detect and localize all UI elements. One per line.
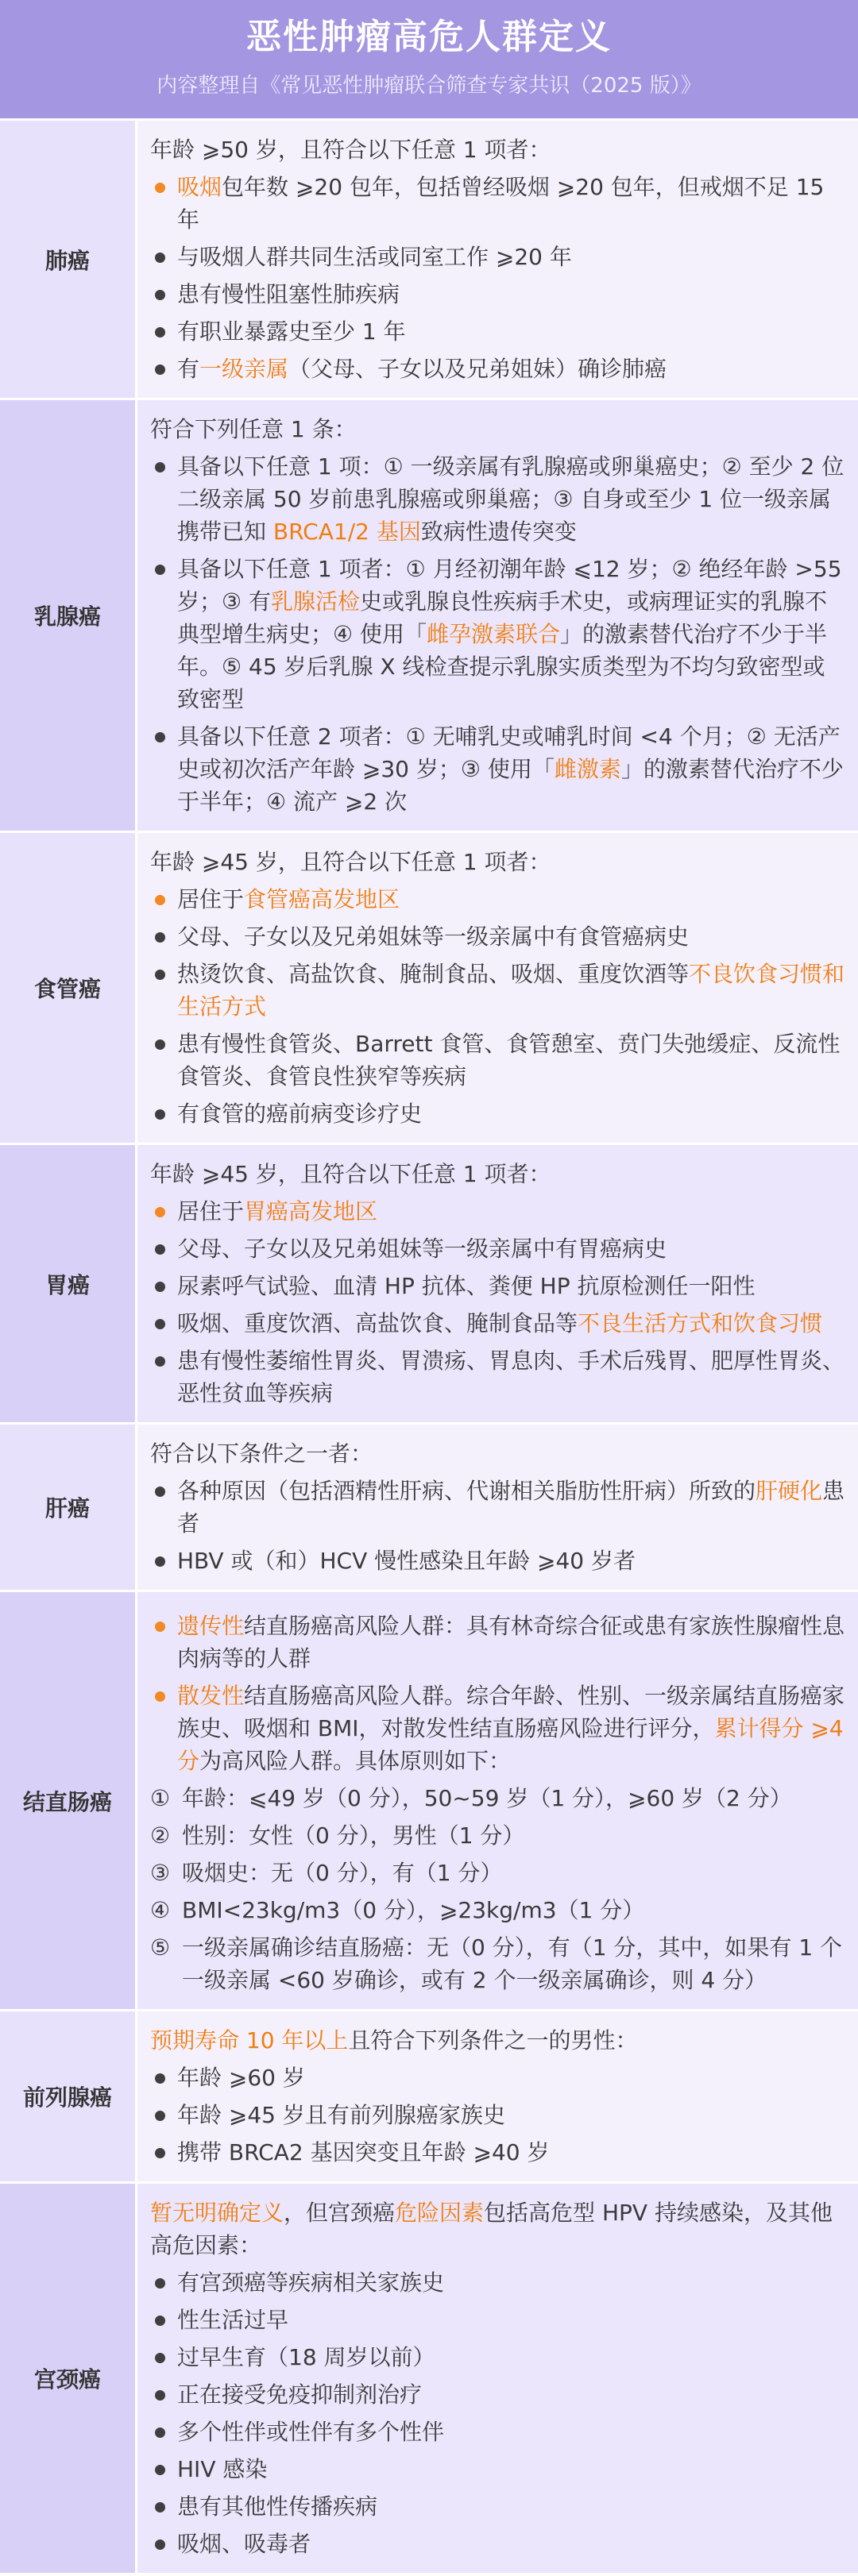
row-stomach xyxy=(0,1144,858,1424)
cervix-item-7: 患有其他性传播疾病 xyxy=(150,2490,847,2523)
colorectal-rule-5-number: ⑤ xyxy=(150,1934,171,1961)
stomach-item-1-highlight: 胃癌高发地区 xyxy=(244,1198,378,1224)
cervix-intro-text-c: 包括高危型 HPV 持续感染，及其他高危因素： xyxy=(150,2200,833,2258)
breast-item-2-text-b: 史或乳腺良性疾病手术史，或病理证实的乳腺不典型增生病史；④ 使用「 xyxy=(177,588,828,647)
lung-item-4: 有职业暴露史至少 1 年 xyxy=(150,315,847,348)
cervix-item-2: 性生活过早 xyxy=(150,2304,847,2336)
row-label-stomach: 胃癌 xyxy=(0,1144,137,1424)
lung-item-5-text-b: （父母、子女以及兄弟姐妹）确诊肺癌 xyxy=(288,356,667,382)
cervix-item-1: 有宫颈癌等疾病相关家族史 xyxy=(150,2266,847,2299)
liver-item-1-highlight: 肝硬化 xyxy=(756,1478,823,1504)
breast-item-3-text-a: 具备以下任意 2 项者：① 无哺乳史或哺乳时间 <4 个月；② 无活产史或初次活产年龄 ⩾30 岁；③ 使用「 xyxy=(177,723,841,782)
esophagus-item-3-highlight: 不良饮食习惯和生活方式 xyxy=(177,961,845,1020)
cervix-item-4: 正在接受免疫抑制剂治疗 xyxy=(150,2378,847,2411)
esophagus-intro: 年龄 ⩾45 岁，且符合以下任意 1 项者： xyxy=(150,849,551,875)
lung-item-3: 患有慢性阻塞性肺疾病 xyxy=(150,278,847,310)
row-content-stomach xyxy=(137,1144,858,1424)
liver-item-1-text-b: 患者 xyxy=(177,1478,845,1537)
lung-item-5 xyxy=(150,353,847,385)
stomach-item-4-text: 吸烟、重度饮酒、高盐饮食、腌制食品等 xyxy=(177,1310,578,1336)
row-content-liver xyxy=(137,1424,858,1591)
colorectal-rule-3 xyxy=(150,1857,847,1889)
high-risk-table xyxy=(0,121,858,2575)
row-content-lung xyxy=(137,121,858,399)
breast-item-1 xyxy=(150,450,847,548)
liver-item-1 xyxy=(150,1475,847,1540)
breast-item-1-highlight: BRCA1/2 基因 xyxy=(272,519,421,545)
stomach-item-5: 患有慢性萎缩性胃炎、胃溃疡、胃息肉、手术后残胃、肥厚性胃炎、恶性贫血等疾病 xyxy=(150,1344,847,1409)
cervix-intro xyxy=(150,2196,847,2262)
esophagus-item-3-text: 热烫饮食、高盐饮食、腌制食品、吸烟、重度饮酒等 xyxy=(177,961,690,987)
esophagus-item-1-text: 居住于 xyxy=(177,886,245,912)
colorectal-rule-3-text: 吸烟史：无（0 分），有（1 分） xyxy=(182,1860,503,1886)
cervix-intro-text-b: ，但宫颈癌 xyxy=(284,2200,396,2226)
cervix-item-6: HIV 感染 xyxy=(150,2453,847,2485)
lung-item-5-text-a: 有 xyxy=(177,356,200,382)
row-label-colorectal: 结直肠癌 xyxy=(0,1591,137,2011)
row-label-liver: 肝癌 xyxy=(0,1424,137,1591)
colorectal-rule-3-number: ③ xyxy=(150,1860,171,1886)
lung-item-1 xyxy=(150,171,847,236)
breast-item-2-highlight-2: 雌孕激素联合 xyxy=(427,621,561,647)
cervix-intro-highlight-1: 暂无明确定义 xyxy=(150,2200,284,2226)
prostate-item-2: 年龄 ⩾45 岁且有前列腺癌家族史 xyxy=(150,2099,847,2131)
stomach-item-2: 父母、子女以及兄弟姐妹等一级亲属中有胃癌病史 xyxy=(150,1232,847,1265)
colorectal-item-2-text-c: 为高风险人群。具体原则如下： xyxy=(199,1748,512,1774)
prostate-item-1: 年龄 ⩾60 岁 xyxy=(150,2061,847,2094)
lung-item-2: 与吸烟人群共同生活或同室工作 ⩾20 年 xyxy=(150,241,847,273)
colorectal-item-2-highlight-1: 散发性 xyxy=(177,1683,245,1709)
prostate-item-3: 携带 BRCA2 基因突变且年龄 ⩾40 岁 xyxy=(150,2136,847,2169)
colorectal-rule-2-text: 性别：女性（0 分），男性（1 分） xyxy=(182,1822,525,1849)
breast-intro: 符合下列任意 1 条： xyxy=(150,416,357,442)
row-label-prostate: 前列腺癌 xyxy=(0,2011,137,2183)
colorectal-item-1 xyxy=(150,1610,847,1675)
colorectal-rule-2 xyxy=(150,1819,847,1852)
colorectal-rule-5-text: 一级亲属确诊结直肠癌：无（0 分），有（1 分，其中，如果有 1 个一级亲属 <60 岁确诊，或有 2 个一级亲属确诊，则 4 分） xyxy=(182,1934,843,1993)
breast-item-2 xyxy=(150,553,847,715)
lung-item-1-text: 包年数 ⩾20 包年，包括曾经吸烟 ⩾20 包年，但戒烟不足 15 年 xyxy=(177,174,825,233)
breast-item-3-text-b: 」的激素替代治疗不少于半年；④ 流产 ⩾2 次 xyxy=(177,756,844,815)
colorectal-item-2-highlight-2: 累计得分 ⩾4 分 xyxy=(177,1715,844,1774)
stomach-item-3: 尿素呼气试验、血清 HP 抗体、粪便 HP 抗原检测任一阳性 xyxy=(150,1270,847,1302)
row-breast xyxy=(0,399,858,832)
page-subtitle: 内容整理自《常见恶性肿瘤联合筛查专家共识（2025 版）》 xyxy=(157,74,701,98)
page-title: 恶性肿瘤高危人群定义 xyxy=(246,17,612,57)
lung-item-1-highlight: 吸烟 xyxy=(177,174,222,200)
esophagus-item-2: 父母、子女以及兄弟姐妹等一级亲属中有食管癌病史 xyxy=(150,920,847,953)
colorectal-item-2-text-b: 结直肠癌高风险人群。综合年龄、性别、一级亲属结直肠癌家族史、吸烟和 BMI，对散发性结直肠癌风险进行评分， xyxy=(177,1683,845,1741)
row-label-esophagus: 食管癌 xyxy=(0,832,137,1144)
row-content-breast xyxy=(137,399,858,832)
liver-item-2: HBV 或（和）HCV 慢性感染且年龄 ⩾40 岁者 xyxy=(150,1544,847,1577)
row-colorectal xyxy=(0,1591,858,2011)
row-liver xyxy=(0,1424,858,1591)
cervix-intro-highlight-2: 危险因素 xyxy=(395,2200,485,2226)
row-content-prostate xyxy=(137,2011,858,2183)
row-label-breast: 乳腺癌 xyxy=(0,399,137,832)
colorectal-rule-1-text: 年龄：⩽49 岁（0 分），50~59 岁（1 分），⩾60 岁（2 分） xyxy=(182,1785,792,1811)
prostate-intro xyxy=(150,2024,847,2057)
row-prostate xyxy=(0,2011,858,2183)
prostate-intro-highlight: 预期寿命 10 年以上 xyxy=(150,2027,349,2053)
row-content-colorectal xyxy=(137,1591,858,2011)
row-lung xyxy=(0,121,858,399)
stomach-item-4-highlight: 不良生活方式和饮食习惯 xyxy=(578,1310,823,1336)
esophagus-item-3 xyxy=(150,958,847,1023)
esophagus-item-1 xyxy=(150,883,847,916)
row-label-cervix: 宫颈癌 xyxy=(0,2183,137,2574)
colorectal-rule-5 xyxy=(150,1931,847,1996)
stomach-item-4 xyxy=(150,1307,847,1340)
row-content-cervix xyxy=(137,2183,858,2574)
breast-item-2-highlight-1: 乳腺活检 xyxy=(271,588,361,615)
breast-item-2-text-a: 具备以下任意 1 项者：① 月经初潮年龄 ⩽12 岁；② 绝经年龄 >55 岁；③ 有 xyxy=(177,556,842,615)
cervix-item-3: 过早生育（18 周岁以前） xyxy=(150,2341,847,2374)
breast-item-1-text-b: 致病性遗传突变 xyxy=(420,519,577,545)
colorectal-rule-4-number: ④ xyxy=(150,1897,171,1923)
cervix-item-8: 吸烟、吸毒者 xyxy=(150,2528,847,2560)
header xyxy=(0,0,858,121)
lung-intro: 年龄 ⩾50 岁，且符合以下任意 1 项者： xyxy=(150,137,551,163)
stomach-item-1-text: 居住于 xyxy=(177,1198,245,1224)
colorectal-item-1-text: 结直肠癌高风险人群：具有林奇综合征或患有家族性腺瘤性息肉病等的人群 xyxy=(177,1613,845,1672)
colorectal-rule-4 xyxy=(150,1894,847,1926)
row-label-lung: 肺癌 xyxy=(0,121,137,399)
cervix-item-5: 多个性伴或性伴有多个性伴 xyxy=(150,2416,847,2448)
esophagus-item-4: 患有慢性食管炎、Barrett 食管、食管憩室、贲门失弛缓症、反流性食管炎、食管良性狭窄等疾病 xyxy=(150,1028,847,1093)
colorectal-rule-4-text: BMI<23kg/m3（0 分），⩾23kg/m3（1 分） xyxy=(182,1897,645,1923)
colorectal-rule-1 xyxy=(150,1782,847,1814)
lung-item-5-highlight: 一级亲属 xyxy=(199,356,289,382)
prostate-intro-text: 且符合下列条件之一的男性： xyxy=(348,2027,638,2053)
colorectal-item-1-highlight: 遗传性 xyxy=(177,1613,245,1639)
row-esophagus xyxy=(0,832,858,1144)
stomach-intro: 年龄 ⩾45 岁，且符合以下任意 1 项者： xyxy=(150,1161,551,1187)
row-content-esophagus xyxy=(137,832,858,1144)
breast-item-3 xyxy=(150,720,847,818)
colorectal-item-2 xyxy=(150,1679,847,1777)
esophagus-item-1-highlight: 食管癌高发地区 xyxy=(244,886,400,912)
stomach-item-1 xyxy=(150,1195,847,1228)
esophagus-item-5: 有食管的癌前病变诊疗史 xyxy=(150,1097,847,1130)
liver-intro: 符合以下条件之一者： xyxy=(150,1440,373,1467)
liver-item-1-text-a: 各种原因（包括酒精性肝病、代谢相关脂肪性肝病）所致的 xyxy=(177,1478,756,1504)
colorectal-rule-2-number: ② xyxy=(150,1822,171,1849)
row-cervix xyxy=(0,2183,858,2574)
breast-item-3-highlight: 雌激素 xyxy=(554,756,621,782)
breast-item-1-text-a: 具备以下任意 1 项：① 一级亲属有乳腺癌或卵巢癌史；② 至少 2 位二级亲属 50 岁前患乳腺癌或卵巢癌；③ 自身或至少 1 位一级亲属携带已知 xyxy=(177,453,844,545)
colorectal-rule-1-number: ① xyxy=(150,1785,171,1811)
breast-item-2-text-c: 」的激素替代治疗不少于半年。⑤ 45 岁后乳腺 X 线检查提示乳腺实质类型为不均匀致密型或致密型 xyxy=(177,621,828,712)
